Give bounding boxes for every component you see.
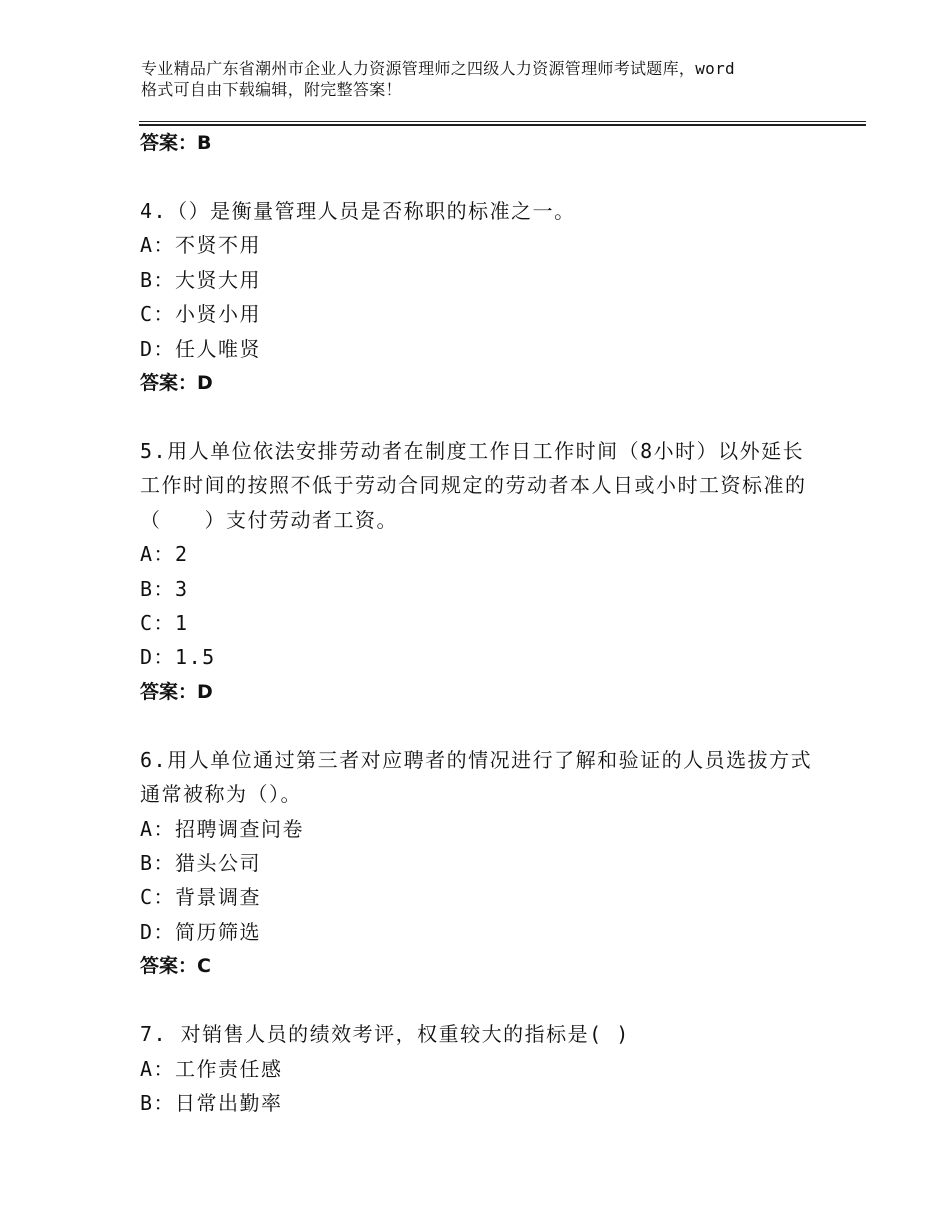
option-a: A：不贤不用 xyxy=(140,233,262,258)
option-d: D：任人唯贤 xyxy=(140,336,262,361)
option-a: A：招聘调查问卷 xyxy=(140,816,305,841)
header-divider-thin xyxy=(139,121,866,122)
question-7 xyxy=(140,1017,860,1120)
option-b: B：大贤大用 xyxy=(140,267,262,292)
question-6 xyxy=(140,743,860,983)
answer: 答案：D xyxy=(140,371,213,394)
question-4 xyxy=(140,194,860,400)
option-a: A：工作责任感 xyxy=(140,1056,283,1081)
option-b: B：日常出勤率 xyxy=(140,1090,283,1115)
question-text: 5.用人单位依法安排劳动者在制度工作日工作时间（8小时）以外延长工作时间的按照不低于劳动合同规定的劳动者本人日或小时工资标准的（ ）支付劳动者工资。 xyxy=(140,438,807,532)
option-c: C：小贤小用 xyxy=(140,302,262,327)
option-c: C：1 xyxy=(140,610,189,635)
option-d: D：1.5 xyxy=(140,645,216,670)
page-header xyxy=(141,58,831,100)
question-text: 7. 对销售人员的绩效考评，权重较大的指标是( ) xyxy=(140,1022,630,1047)
header-line-1: 专业精品广东省潮州市企业人力资源管理师之四级人力资源管理师考试题库，word xyxy=(141,59,735,78)
previous-answer: 答案：B xyxy=(140,132,212,154)
question-list xyxy=(140,126,860,1120)
question-text: 6.用人单位通过第三者对应聘者的情况进行了解和验证的人员选拔方式通常被称为（）。 xyxy=(140,747,813,807)
option-b: B：猎头公司 xyxy=(140,850,262,875)
question-text: 4.（）是衡量管理人员是否称职的标准之一。 xyxy=(140,199,576,223)
option-c: C：背景调查 xyxy=(140,885,262,910)
answer: 答案：C xyxy=(140,955,211,978)
answer: 答案：D xyxy=(140,680,213,703)
question-5 xyxy=(140,434,860,709)
option-a: A：2 xyxy=(140,542,189,567)
option-d: D：简历筛选 xyxy=(140,919,262,944)
header-line-2: 格式可自由下载编辑，附完整答案！ xyxy=(141,80,402,99)
option-b: B：3 xyxy=(140,576,189,601)
